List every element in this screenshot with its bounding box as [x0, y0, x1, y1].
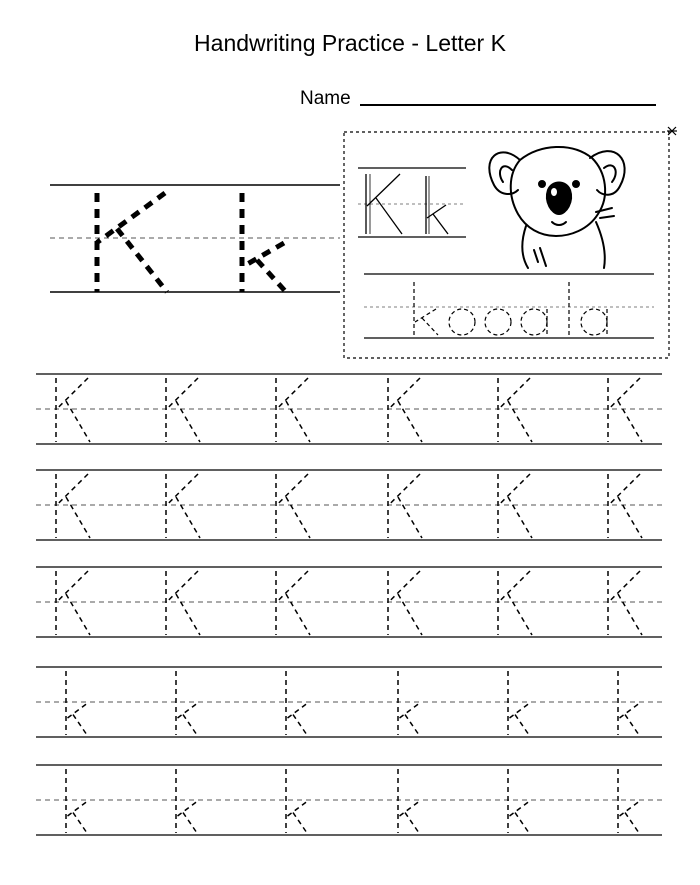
- tracing-uppercase-k[interactable]: [388, 474, 422, 538]
- tracing-uppercase-k[interactable]: [56, 571, 90, 635]
- tracing-uppercase-k[interactable]: [608, 378, 642, 442]
- tracing-lowercase-k[interactable]: [66, 769, 87, 833]
- demo-uppercase-k: [97, 193, 167, 292]
- tracing-lowercase-k[interactable]: [286, 769, 307, 833]
- tracing-uppercase-k[interactable]: [166, 571, 200, 635]
- card-lowercase-k: [426, 176, 448, 234]
- tracing-uppercase-k[interactable]: [166, 378, 200, 442]
- tracing-uppercase-k[interactable]: [388, 571, 422, 635]
- practice-row: [36, 667, 662, 737]
- name-label: Name: [300, 88, 351, 109]
- tracing-lowercase-k[interactable]: [508, 769, 529, 833]
- tracing-uppercase-k[interactable]: [276, 378, 310, 442]
- tracing-lowercase-k[interactable]: [398, 671, 419, 735]
- koala-word: [414, 282, 607, 335]
- tracing-lowercase-k[interactable]: [66, 671, 87, 735]
- tracing-lowercase-k[interactable]: [618, 769, 639, 833]
- practice-rows: [36, 374, 662, 835]
- koala-illustration: [489, 147, 624, 268]
- demo-block: [50, 185, 340, 292]
- tracing-uppercase-k[interactable]: [276, 474, 310, 538]
- page-title: Handwriting Practice - Letter K: [194, 30, 506, 56]
- practice-row: [36, 470, 662, 540]
- tracing-lowercase-k[interactable]: [176, 769, 197, 833]
- tracing-lowercase-k[interactable]: [286, 671, 307, 735]
- scissors-icon: [667, 127, 677, 135]
- demo-lowercase-k: [242, 193, 286, 292]
- tracing-uppercase-k[interactable]: [166, 474, 200, 538]
- tracing-uppercase-k[interactable]: [498, 378, 532, 442]
- tracing-uppercase-k[interactable]: [276, 571, 310, 635]
- tracing-lowercase-k[interactable]: [398, 769, 419, 833]
- tracing-uppercase-k[interactable]: [498, 571, 532, 635]
- tracing-uppercase-k[interactable]: [388, 378, 422, 442]
- practice-row: [36, 765, 662, 835]
- tracing-uppercase-k[interactable]: [498, 474, 532, 538]
- tracing-uppercase-k[interactable]: [608, 474, 642, 538]
- tracing-uppercase-k[interactable]: [608, 571, 642, 635]
- tracing-lowercase-k[interactable]: [508, 671, 529, 735]
- practice-row: [36, 567, 662, 637]
- tracing-lowercase-k[interactable]: [618, 671, 639, 735]
- practice-row: [36, 374, 662, 444]
- tracing-uppercase-k[interactable]: [56, 378, 90, 442]
- tracing-uppercase-k[interactable]: [56, 474, 90, 538]
- picture-card: [344, 127, 677, 358]
- tracing-lowercase-k[interactable]: [176, 671, 197, 735]
